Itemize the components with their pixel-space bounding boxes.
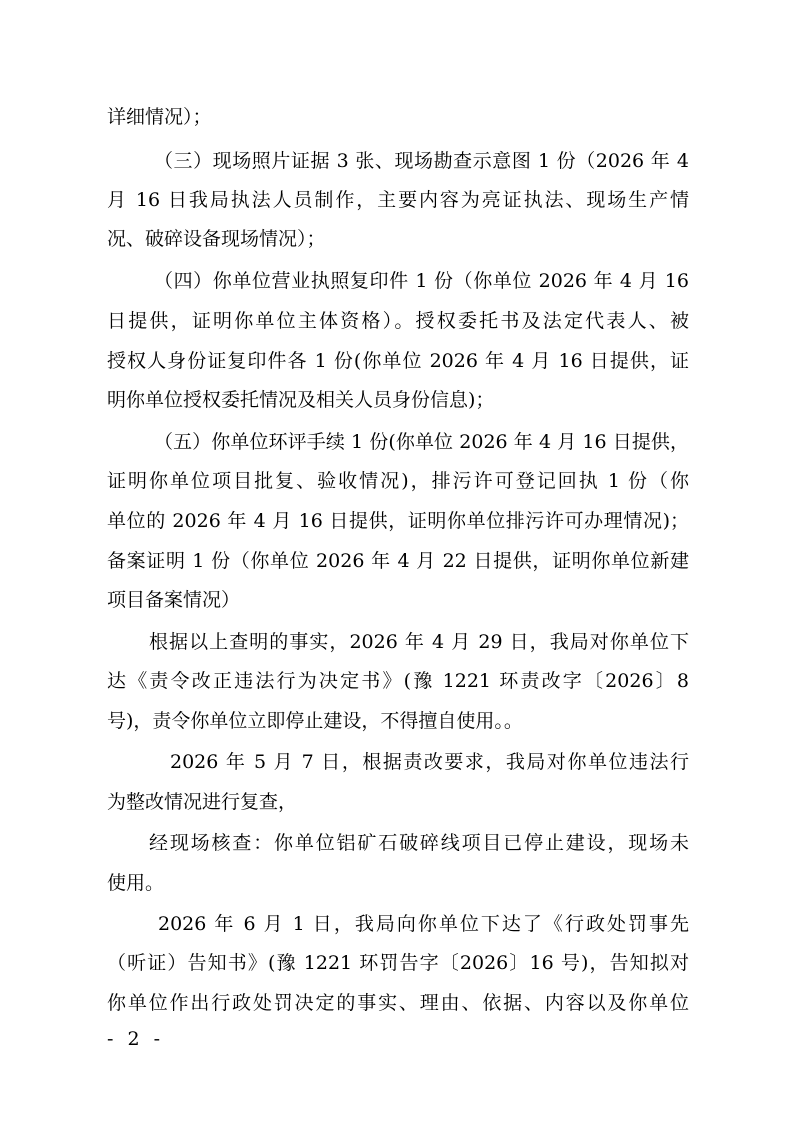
page-number: - 2 - [107, 1028, 165, 1050]
text-line: 备案证明 1 份（你单位 2026 年 4 月 22 日提供，证明你单位新建 [107, 550, 689, 572]
text-line: 月 16 日我局执法人员制作，主要内容为亮证执法、现场生产情 [107, 189, 689, 211]
text-line: 号)，责令你单位立即停止建设，不得擅自使用。。 [107, 710, 523, 732]
text-line: 详细情况）； [107, 106, 212, 128]
text-line: 授权人身份证复印件各 1 份(你单位 2026 年 4 月 16 日提供，证 [107, 350, 689, 372]
text-line: 使用。 [107, 872, 165, 894]
text-line: 为整改情况进行复查， [107, 791, 298, 813]
text-line: 经现场核查：你单位铝矿石破碎线项目已停止建设，现场未 [149, 832, 689, 854]
text-line: 2026 年 6 月 1 日，我局向你单位下达了《行政处罚事先 [158, 913, 689, 935]
text-line: 日提供，证明你单位主体资格）。授权委托书及法定代表人、被 [107, 310, 689, 332]
text-line: 根据以上查明的事实，2026 年 4 月 29 日，我局对你单位下 [149, 631, 689, 653]
text-line: 达《责令改正违法行为决定书》(豫 1221 环责改字〔2026〕8 [107, 670, 689, 692]
text-line: 证明你单位项目批复、验收情况)，排污许可登记回执 1 份（你 [107, 470, 689, 492]
text-line: 明你单位授权委托情况及相关人员身份信息)； [107, 389, 495, 411]
text-line: 你单位作出行政处罚决定的事实、理由、依据、内容以及你单位 [107, 992, 689, 1014]
text-line: （四）你单位营业执照复印件 1 份（你单位 2026 年 4 月 16 [154, 270, 689, 292]
text-line: （三）现场照片证据 3 张、现场勘查示意图 1 份（2026 年 4 [154, 150, 689, 172]
text-line: （五）你单位环评手续 1 份(你单位 2026 年 4 月 16 日提供， [154, 431, 689, 453]
text-line: 单位的 2026 年 4 月 16 日提供，证明你单位排污许可办理情况)； [107, 510, 689, 532]
text-line: （听证）告知书》(豫 1221 环罚告字〔2026〕16 号)，告知拟对 [107, 952, 689, 974]
text-line: 项目备案情况） [107, 589, 241, 611]
text-line: 2026 年 5 月 7 日，根据责改要求，我局对你单位违法行 [170, 751, 689, 773]
text-line: 况、破碎设备现场情况）； [107, 228, 326, 250]
